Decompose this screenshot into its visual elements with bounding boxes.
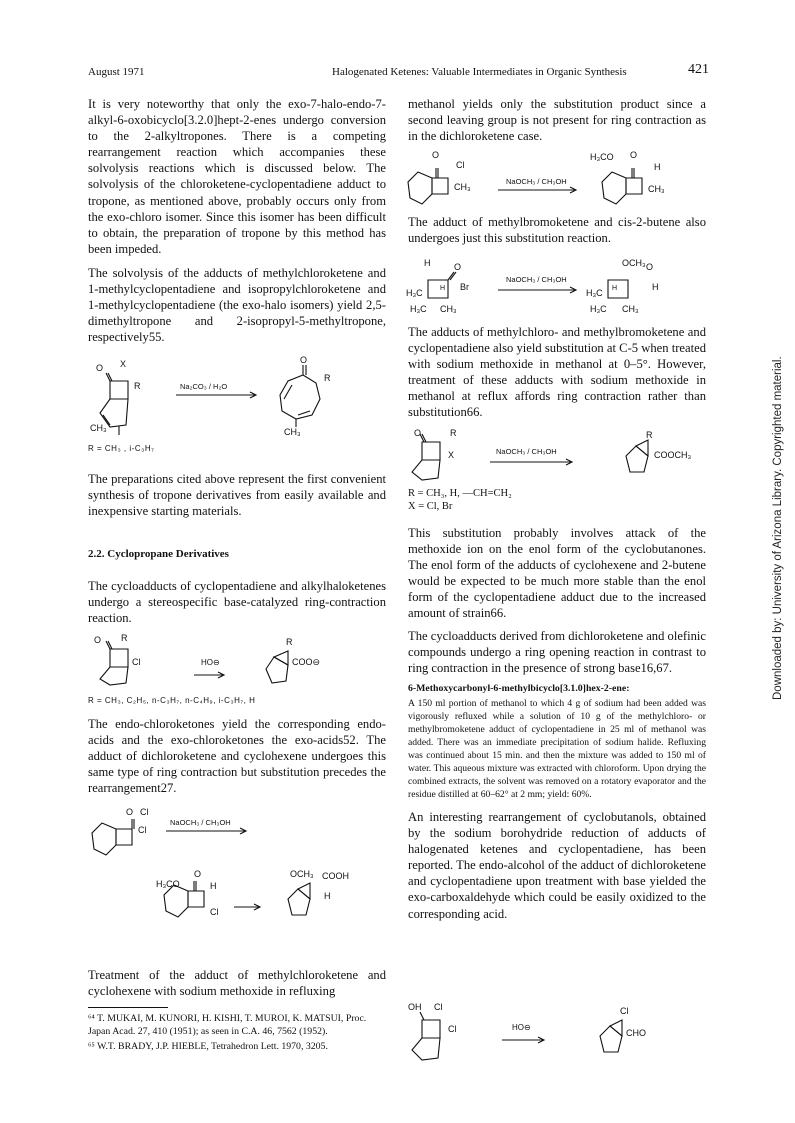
s1-tropone-ch3: CH₃: [284, 427, 301, 437]
s5-o-label: O: [454, 262, 462, 272]
s4-ch3-label: CH₃: [454, 182, 471, 192]
right-paragraph-2: The adduct of methylbromoketene and cis-2-butene also undergoes just this substitution reaction.: [408, 215, 706, 246]
s4-o2-label: O: [630, 150, 638, 160]
s1-reagent: Na₂CO₃ / H₂O: [180, 382, 228, 391]
footnote-64: ⁶⁴ T. MUKAI, M. KUNORI, H. KISHI, T. MUROI, K. MATSUI, Proc. Japan Acad. 27, 410 (1951); as seen in C.A. 46, 7562 (1952).: [88, 1013, 367, 1037]
header-title: Halogenated Ketenes: Valuable Intermediates in Organic Synthesis: [332, 66, 627, 78]
s3-cl3-label: Cl: [210, 907, 219, 917]
scheme-6-caption-x: X = Cl, Br: [408, 501, 453, 512]
scheme-1-caption: R = CH₃ , i-C₃H₇: [88, 444, 155, 453]
s5-br-label: Br: [460, 282, 469, 292]
s2-cl-label: Cl: [132, 657, 141, 667]
s7-cho-label: CHO: [626, 1028, 646, 1038]
s5-hc-label: H: [612, 285, 618, 292]
s3-h3co-label: H₃CO: [156, 879, 180, 889]
download-notice: Downloaded by: University of Arizona Library. Copyrighted material.: [772, 356, 784, 700]
s6-x-label: X: [448, 450, 455, 460]
section-heading: 2.2. Cyclopropane Derivatives: [88, 548, 229, 560]
s5-h3c4-label: H₃C: [590, 304, 607, 314]
right-paragraph-3: The adducts of methylchloro- and methylbromoketene and cyclopentadiene also yield substitution at C-5 when treated with sodium methoxide in methanol at 0–5°. However, treatment of these adducts with sodium methoxide in methanol at reflux affords ring contraction rather than substitution66.: [408, 325, 706, 420]
scheme-6-caption-r: R = CH₃, H, —CH=CH₂: [408, 488, 512, 499]
right-paragraph-5: The cycloadducts derived from dichloroketene and olefinic compounds undergo a ring opening reaction in contrast to ring contraction in the presence of strong base16,67.: [408, 629, 706, 676]
s7-cl3-label: Cl: [620, 1006, 629, 1016]
experimental-title: 6-Methoxycarbonyl-6-methylbicyclo[3.1.0]hex-2-ene:: [408, 683, 630, 694]
s4-o-label: O: [432, 150, 440, 160]
s7-cl2-label: Cl: [448, 1024, 457, 1034]
left-paragraph-1: It is very noteworthy that only the exo-7-halo-endo-7-alkyl-6-oxobicyclo[3.2.0]hept-2-enes undergo conversion to the 2-alkyltropones. There is a competing rearrangement reaction which accompanies these solvolysis reactions which is discussed below. The solvolysis of the chloroketene-cyclopentadiene adduct to tropone, as mentioned above, probably occurs only from the exo-chloro isomer. Since this isomer has been difficult to obtain, the preparation of tropone by this method has been impeded.: [88, 97, 386, 256]
s4-h3co-label: H₃CO: [590, 152, 614, 162]
s5-h-label: H: [424, 258, 431, 268]
footnote-rule: [88, 1007, 168, 1008]
s3-och3-label: OCH₃: [290, 869, 314, 879]
header-date: August 1971: [88, 66, 145, 78]
s1-o-label: O: [96, 363, 104, 373]
s3-o-label: O: [126, 807, 134, 817]
right-paragraph-6: An interesting rearrangement of cyclobutanols, obtained by the sodium borohydride reduction of adducts of halogenated ketenes and cyclopentadiene, has been reported. The endo-alcohol of the adduct of dichloroketene and cyclopentadiene upon treatment with base yielded the exo-carboxaldehyde which could be easily oxidized to the corresponding acid.: [408, 810, 706, 921]
s1-x-label: X: [120, 359, 127, 369]
right-paragraph-1: methanol yields only the substitution product since a second leaving group is not present for ring contraction as in the dichloroketene case.: [408, 97, 706, 144]
s3-h-label: H: [210, 881, 217, 891]
s1-r-label: R: [134, 381, 141, 391]
scheme-ring-contraction: [88, 635, 388, 685]
s5-reagent: NaOCH₃ / CH₃OH: [506, 275, 567, 284]
s1-ch3-label: CH₃: [90, 423, 107, 433]
s5-o2-label: O: [646, 262, 654, 272]
left-paragraph-4: The cycloadducts of cyclopentadiene and alkylhaloketenes undergo a stereospecific base-catalyzed ring-contraction reaction.: [88, 579, 386, 626]
scheme-dichloroketene-cyclohexene: [88, 803, 388, 953]
s4-h-label: H: [654, 162, 661, 172]
s3-o2-label: O: [194, 869, 202, 879]
s2-product-r: R: [286, 637, 293, 647]
s5-hb-label: H: [440, 285, 446, 292]
s5-ch3-label: CH₃: [440, 304, 457, 314]
s5-ch3b-label: CH₃: [622, 304, 639, 314]
s3-h2-label: H: [324, 891, 331, 901]
s6-product-r: R: [646, 430, 653, 440]
s7-reagent: HO⊖: [512, 1023, 531, 1032]
scheme-cyclobutanol-rearrangement: [400, 1000, 710, 1070]
s6-r-label: R: [450, 428, 457, 438]
s4-cl-label: Cl: [456, 160, 465, 170]
s6-product-cooch3: COOCH₃: [654, 450, 692, 460]
s3-cl2-label: Cl: [138, 825, 147, 835]
s1-tropone-r: R: [324, 373, 331, 383]
scheme-butene-adduct: [400, 254, 710, 320]
scheme-tropone-formation: [88, 355, 388, 435]
page-number: 421: [688, 62, 709, 77]
left-paragraph-2: The solvolysis of the adducts of methylchloroketene and 1-methylcyclopentadiene and isopropylchloroketene and 1-methylcyclopentadiene (the exo-halo isomers) yield 2,5-dimethyltropone and 2-isopropyl-5-methyltropone, respectively55.: [88, 266, 386, 345]
s3-cooh-label: COOH: [322, 871, 349, 881]
s5-h2-label: H: [652, 282, 659, 292]
s5-och3-label: OCH₃: [622, 258, 646, 268]
scheme-ring-contraction-reflux: [400, 428, 710, 480]
right-paragraph-4: This substitution probably involves attack of the methoxide ion on the enol form of the cyclobutanones. The enol form of the adducts of cyclohexene and 2-butene would be expected to be much more stable than the enol form of the cyclopentadiene adduct due to the increased amount of strain66.: [408, 526, 706, 621]
scheme-methoxide-substitution: [400, 148, 710, 213]
scheme-2-caption: R = CH₃, C₂H₅, n-C₃H₇, n-C₄H₉, i-C₃H₇, H: [88, 696, 256, 705]
s3-reagent: NaOCH₃ / CH₃OH: [170, 818, 231, 827]
s6-reagent: NaOCH₃ / CH₃OH: [496, 447, 557, 456]
s4-ch3b-label: CH₃: [648, 184, 665, 194]
s7-oh-label: OH: [408, 1002, 422, 1012]
experimental-procedure: A 150 ml portion of methanol to which 4 g of sodium had been added was vigorously refluxed while a solution of 10 g of the methylchloro- or methylbromoketene adduct of cyclopentadiene in 25 ml of methanol was added. There was an immediate precipitation of sodium halide. Refluxing was continued about 15 min. and then the mixture was added to 150 ml of water. This aqueous mixture was extracted with chloroform. Upon drying the combined extracts, the solvent was removed on a rotatory evaporator and the residue distilled at 60–62° at 2 mm; yield: 60%.: [408, 698, 706, 800]
s7-cl1-label: Cl: [434, 1002, 443, 1012]
s1-tropone-o: O: [300, 355, 308, 365]
s2-product-coo: COO⊖: [292, 657, 321, 667]
footnote-65: ⁶⁵ W.T. BRADY, J.P. HIEBLE, Tetrahedron Lett. 1970, 3205.: [88, 1041, 328, 1052]
left-paragraph-6: Treatment of the adduct of methylchloroketene and cyclohexene with sodium methoxide in refluxing: [88, 968, 386, 999]
s2-reagent: HO⊖: [201, 658, 220, 667]
s2-r-label: R: [121, 633, 128, 643]
s5-h3c3-label: H₃C: [586, 288, 603, 298]
s6-o-label: O: [414, 428, 422, 438]
s5-h3c2-label: H₃C: [410, 304, 427, 314]
left-paragraph-5: The endo-chloroketones yield the corresponding endo-acids and the exo-chloroketones the exo-acids52. The adduct of dichloroketene and cyclohexene undergoes this same type of ring contraction but substitution precedes the rearrangement27.: [88, 717, 386, 796]
left-paragraph-3: The preparations cited above represent the first convenient synthesis of tropone derivatives from easily available and inexpensive starting materials.: [88, 472, 386, 519]
s2-o-label: O: [94, 635, 102, 645]
s4-reagent: NaOCH₃ / CH₃OH: [506, 177, 567, 186]
s5-h3c-label: H₃C: [406, 288, 423, 298]
s3-cl1-label: Cl: [140, 807, 149, 817]
